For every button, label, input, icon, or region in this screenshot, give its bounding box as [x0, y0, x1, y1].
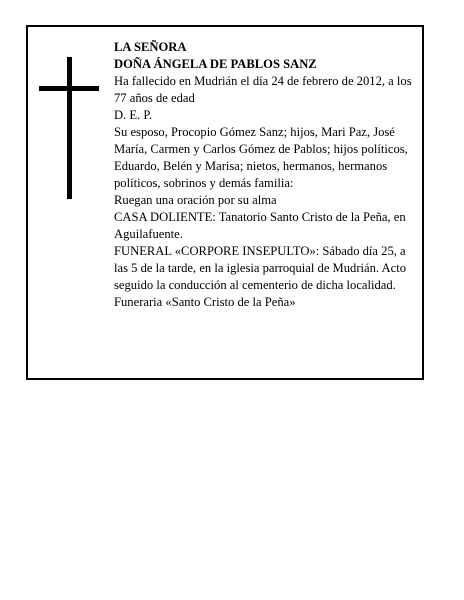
cross-horizontal-bar [39, 86, 99, 91]
casa-doliente: CASA DOLIENTE: Tanatorio Santo Cristo de la Peña, en Aguilafuente. [114, 210, 406, 241]
notice-heading: LA SEÑORA [114, 40, 187, 54]
family-list: Su esposo, Procopio Gómez Sanz; hijos, Mari Paz, José María, Carmen y Carlos Gómez de Pablos; hijos políticos, Eduardo, Belén y Marisa; nietos, hermanos, hermanos políticos, sobrinos y demás familia: [114, 125, 408, 190]
obituary-notice [26, 25, 424, 380]
death-info: Ha fallecido en Mudrián el día 24 de febrero de 2012, a los 77 años de edad [114, 74, 412, 105]
funeraria: Funeraria «Santo Cristo de la Peña» [114, 295, 296, 309]
funeral-info: FUNERAL «CORPORE INSEPULTO»: Sábado día 25, a las 5 de la tarde, en la iglesia parroquial de Mudrián. Acto seguido la conducción al cementerio de dicha localidad. [114, 244, 407, 292]
deceased-name: DOÑA ÁNGELA DE PABLOS SANZ [114, 57, 317, 71]
notice-text [114, 39, 420, 311]
prayer-request: Ruegan una oración por su alma [114, 193, 277, 207]
cross-vertical-bar [67, 57, 72, 199]
dep-line: D. E. P. [114, 108, 153, 122]
